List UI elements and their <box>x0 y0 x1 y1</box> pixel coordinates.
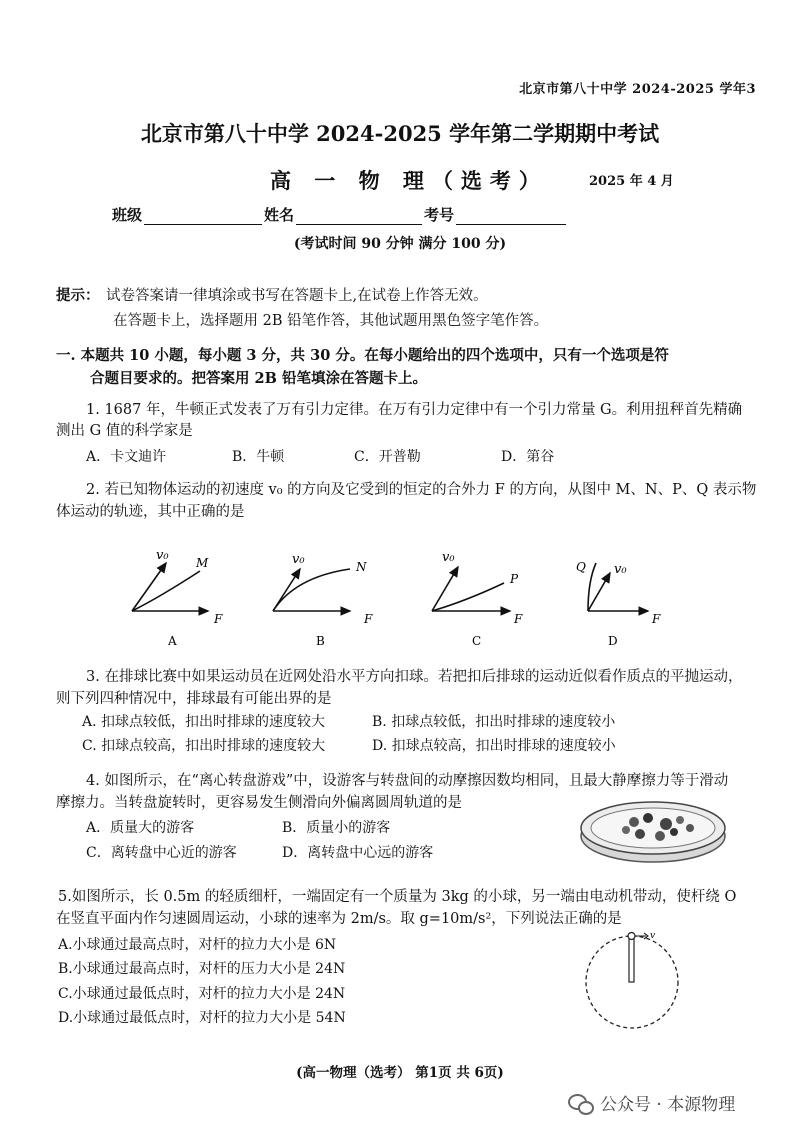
figure-c-curve: P <box>510 572 519 586</box>
q2-line1: 2. 若已知物体运动的初速度 v₀ 的方向及它受到的恒定的合外力 F 的方向，从图中 M、N、P、Q 表示物 <box>86 482 757 498</box>
figure-c <box>432 550 523 648</box>
exam-time: (考试时间 90 分钟 满分 100 分) <box>293 236 507 252</box>
q3-line1: 3. 在排球比赛中如果运动员在近网处沿水平方向扣球。若把扣后排球的运动近似看作质点的平抛运动， <box>86 669 743 685</box>
q4-option-d: D．离转盘中心远的游客 <box>282 845 434 861</box>
q5-figure-v: v <box>650 931 656 941</box>
name-blank <box>296 208 422 225</box>
figure-d-v0: v₀ <box>614 562 627 577</box>
figure-c-label: C <box>472 634 482 648</box>
q4-option-b: B．质量小的游客 <box>282 820 391 836</box>
figure-d-f: F <box>652 612 661 626</box>
figure-a-f: F <box>214 612 223 626</box>
figure-c-f: F <box>514 612 523 626</box>
q3-option-b: B. 扣球点较低，扣出时排球的速度较小 <box>372 714 616 730</box>
figure-b-f: F <box>364 612 373 626</box>
figure-b-curve: N <box>356 560 367 574</box>
q4-option-c: C．离转盘中心近的游客 <box>86 845 237 861</box>
figure-d <box>576 560 661 648</box>
q2-trajectory-figures <box>120 545 680 655</box>
q3-option-a: A. 扣球点较低，扣出时排球的速度较大 <box>82 714 326 730</box>
q4-line1: 4. 如图所示，在“离心转盘游戏”中，设游客与转盘间的动摩擦因数均相同，且最大静摩擦力等于滑动 <box>86 773 729 789</box>
figure-a-curve: M <box>196 556 209 570</box>
section1-line2: 合题目要求的。把答案用 2B 铅笔填涂在答题卡上。 <box>90 370 427 387</box>
q3-line2: 则下列四种情况中，排球最有可能出界的是 <box>56 691 332 707</box>
exam-date: 2025 年 4 月 <box>589 174 674 189</box>
figure-a-label: A <box>168 634 177 648</box>
q4-turntable-figure <box>578 790 728 866</box>
figure-b-label: B <box>316 634 325 648</box>
q1-line1: 1. 1687 年，牛顿正式发表了万有引力定律。在万有引力定律中有一个引力常量 G。利用扭秤首先精确 <box>86 402 743 418</box>
number-label: 考号 <box>424 206 455 224</box>
q5-option-b: B.小球通过最高点时，对杆的压力大小是 24N <box>58 961 346 977</box>
figure-d-label: D <box>608 634 618 648</box>
figure-a <box>132 548 223 648</box>
tips-line1: 试卷答案请一律填涂或书写在答题卡上,在试卷上作答无效。 <box>106 288 488 304</box>
q1-option-d: D．第谷 <box>501 449 555 465</box>
number-blank <box>456 208 566 225</box>
subject-title: 高 一 物 理（选考） <box>270 168 548 193</box>
section1-line1: 一. 本题共 10 小题，每小题 3 分，共 30 分。在每小题给出的四个选项中，只有一个选项是符 <box>56 347 669 364</box>
figure-d-curve: Q <box>576 560 586 574</box>
tips-label: 提示： <box>56 287 100 304</box>
q2-line2: 体运动的轨迹，其中正确的是 <box>56 504 245 520</box>
q1-option-c: C．开普勒 <box>354 449 421 465</box>
figure-a-v0: v₀ <box>156 548 169 563</box>
q5-option-d: D.小球通过最低点时，对杆的拉力大小是 54N <box>58 1010 346 1026</box>
student-info-row <box>112 204 568 225</box>
q4-option-a: A．质量大的游客 <box>86 820 195 836</box>
page-title: 北京市第八十中学 2024-2025 学年第二学期期中考试 <box>140 121 660 146</box>
class-blank <box>144 208 262 225</box>
q1-option-b: B．牛顿 <box>232 449 285 465</box>
q4-line2: 摩擦力。当转盘旋转时，更容易发生侧滑向外偏离圆周轨道的是 <box>56 795 462 811</box>
wechat-icon <box>568 1093 594 1113</box>
tips-line2: 在答题卡上，选择题用 2B 铅笔作答，其他试题用黑色签字笔作答。 <box>113 313 549 329</box>
q1-line2: 测出 G 值的科学家是 <box>56 423 193 439</box>
page-footer: (高一物理（选考） 第1页 共 6页) <box>296 1065 504 1081</box>
q3-option-c: C. 扣球点较高，扣出时排球的速度较大 <box>82 738 326 754</box>
q1-option-a: A．卡文迪许 <box>86 449 167 465</box>
watermark-text: 公众号 · 本源物理 <box>600 1095 736 1115</box>
q5-option-c: C.小球通过最低点时，对杆的拉力大小是 24N <box>58 986 346 1002</box>
q5-option-a: A.小球通过最高点时，对杆的拉力大小是 6N <box>58 937 337 953</box>
q5-circle-figure <box>580 928 684 1038</box>
header-corner-text: 北京市第八十中学 2024-2025 学年3 <box>519 82 756 97</box>
figure-b-v0: v₀ <box>292 552 305 567</box>
figure-c-v0: v₀ <box>442 550 455 565</box>
class-label: 班级 <box>112 206 143 224</box>
q5-line2: 在竖直平面内作匀速圆周运动，小球的速率为 2m/s。取 g=10m/s²，下列说法正确的是 <box>56 911 622 927</box>
q3-option-d: D. 扣球点较高，扣出时排球的速度较小 <box>372 738 616 754</box>
wechat-watermark <box>568 1090 735 1115</box>
q5-line1: 5.如图所示，长 0.5m 的轻质细杆，一端固定有一个质量为 3kg 的小球，另一端由电动机带动，使杆绕 O <box>58 889 737 905</box>
figure-b <box>273 552 373 648</box>
name-label: 姓名 <box>264 206 295 224</box>
